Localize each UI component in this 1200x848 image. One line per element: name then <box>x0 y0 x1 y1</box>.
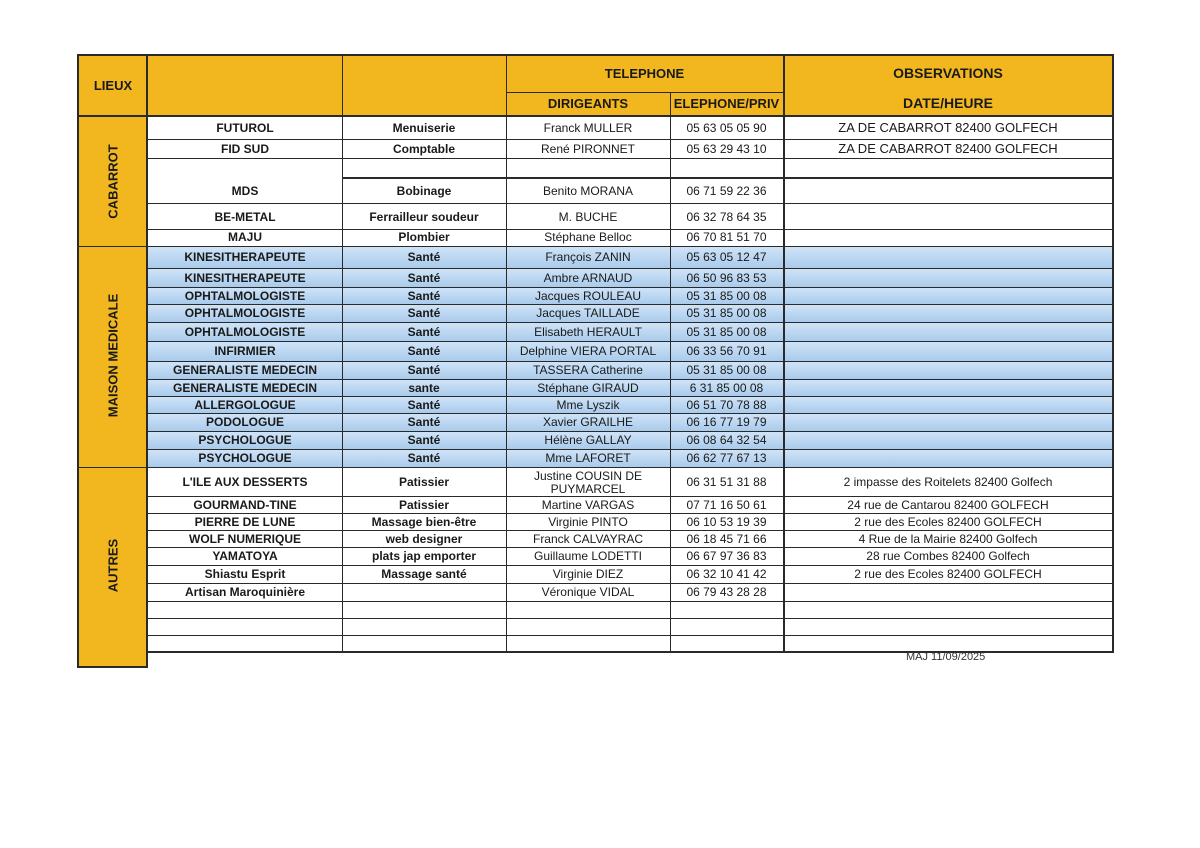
cell-activity: Menuiserie <box>392 120 456 135</box>
cell-obs <box>783 179 1113 203</box>
cell-manager: Véronique VIDAL <box>541 585 635 600</box>
cell-manager: Benito MORANA <box>542 183 634 198</box>
cell-manager: M. BUCHE <box>558 209 618 224</box>
row-separator <box>148 379 1113 380</box>
cell-phone: 05 63 05 12 47 <box>686 250 767 265</box>
cell-activity <box>342 619 506 635</box>
cell-activity: Santé <box>407 306 441 321</box>
cell-name <box>148 602 342 618</box>
cell-phone: 06 62 77 67 13 <box>686 451 767 466</box>
cell-manager: Virginie DIEZ <box>552 567 624 582</box>
cell-manager: Justine COUSIN DE PUYMARCEL <box>533 469 643 496</box>
cell-name <box>148 619 342 635</box>
cell-obs <box>783 305 1113 322</box>
cell-activity <box>342 584 506 601</box>
row-separator <box>148 601 1113 602</box>
cell-name: YAMATOYA <box>212 549 278 564</box>
row-separator <box>148 304 1113 305</box>
cell-phone: 05 31 85 00 08 <box>686 288 767 303</box>
cell-activity <box>342 636 506 652</box>
cell-obs: 28 rue Combes 82400 Golfech <box>866 549 1030 564</box>
row-separator <box>148 583 1113 584</box>
cell-phone: 05 31 85 00 08 <box>686 363 767 378</box>
row-separator <box>148 268 1113 269</box>
row-separator <box>148 158 1113 159</box>
cell-manager: Xavier GRAILHE <box>542 415 634 430</box>
row-separator <box>148 341 1113 342</box>
row-separator <box>148 618 1113 619</box>
cell-manager: Ambre ARNAUD <box>543 270 633 285</box>
cell-obs: 2 rue des Ecoles 82400 GOLFECH <box>854 567 1042 582</box>
cell-obs <box>783 584 1113 601</box>
cell-manager: Stéphane Belloc <box>544 230 632 245</box>
col-divider <box>506 54 507 652</box>
row-separator <box>148 413 1113 414</box>
cell-obs <box>783 323 1113 341</box>
col-divider <box>783 54 785 652</box>
cell-manager: Guillaume LODETTI <box>533 549 643 564</box>
cell-obs: 4 Rue de la Mairie 82400 Golfech <box>858 531 1038 546</box>
cell-activity: Massage bien-être <box>371 514 477 529</box>
update-date: MAJ 11/09/2025 <box>906 651 986 663</box>
cell-obs <box>783 205 1113 229</box>
cell-activity: Santé <box>407 344 441 359</box>
cell-manager: Delphine VIERA PORTAL <box>519 344 657 359</box>
cell-phone: 06 32 78 64 35 <box>686 209 767 224</box>
cell-phone: 06 31 51 31 88 <box>686 475 767 490</box>
cell-obs <box>783 602 1113 618</box>
cell-manager: Stéphane GIRAUD <box>537 380 639 395</box>
cell-name: OPHTALMOLOGISTE <box>184 306 306 321</box>
row-separator <box>148 431 1113 432</box>
cell-name: FID SUD <box>221 141 269 156</box>
cell-name: KINESITHERAPEUTE <box>184 270 306 285</box>
cell-phone <box>670 619 783 635</box>
section-label-autres: AUTRES <box>105 538 121 593</box>
row-separator <box>148 467 1113 468</box>
cell-manager: Jacques TAILLADE <box>536 306 640 321</box>
cell-phone: 06 32 10 41 42 <box>686 567 767 582</box>
frame-left <box>77 54 79 668</box>
cell-manager: Mme LAFORET <box>545 451 631 466</box>
cell-manager: Hélène GALLAY <box>544 433 632 448</box>
cell-phone: 05 31 85 00 08 <box>686 306 767 321</box>
header-bottom <box>78 115 1113 117</box>
section-separator <box>78 467 148 468</box>
cell-activity: Plombier <box>398 230 450 245</box>
cell-obs: 2 impasse des Roitelets 82400 Golfech <box>843 475 1053 490</box>
cell-phone: 07 71 16 50 61 <box>686 497 767 512</box>
col-divider <box>670 92 671 652</box>
cell-obs <box>783 636 1113 652</box>
cell-activity: Santé <box>407 288 441 303</box>
cell-activity: Comptable <box>392 141 455 156</box>
header-observations: OBSERVATIONS <box>893 65 1003 81</box>
cell-obs: 2 rue des Ecoles 82400 GOLFECH <box>854 514 1042 529</box>
cell-phone: 05 63 05 05 90 <box>686 120 767 135</box>
cell-name: PSYCHOLOGUE <box>198 451 292 466</box>
header-dirigeants: DIRIGEANTS <box>547 96 629 111</box>
cell-activity: sante <box>408 380 440 395</box>
cell-name: WOLF NUMERIQUE <box>189 531 301 546</box>
cell-activity: Santé <box>407 415 441 430</box>
cell-obs <box>783 397 1113 413</box>
cell-name: L'ILE AUX DESSERTS <box>182 475 308 490</box>
cell-manager: François ZANIN <box>545 250 631 265</box>
cell-obs: 24 rue de Cantarou 82400 GOLFECH <box>847 497 1049 512</box>
cell-activity: Bobinage <box>396 183 452 198</box>
row-separator <box>148 287 1113 288</box>
cell-obs <box>783 380 1113 396</box>
cell-name: OPHTALMOLOGISTE <box>184 324 306 339</box>
cell-obs <box>783 229 1113 246</box>
cell-activity: Ferrailleur soudeur <box>369 209 479 224</box>
frame-bottom-left <box>77 666 147 668</box>
cell-phone: 06 67 97 36 83 <box>686 549 767 564</box>
cell-phone: 06 16 77 19 79 <box>686 415 767 430</box>
cell-name: PSYCHOLOGUE <box>198 433 292 448</box>
cell-obs <box>783 362 1113 379</box>
cell-name: Shiastu Esprit <box>204 567 286 582</box>
cell-manager: Franck CALVAYRAC <box>532 531 644 546</box>
cell-obs <box>783 619 1113 635</box>
row-separator <box>148 361 1113 362</box>
cell-phone: 06 71 59 22 36 <box>686 183 767 198</box>
cell-name: PODOLOGUE <box>205 415 284 430</box>
cell-name: INFIRMIER <box>214 344 276 359</box>
header-date-heure: DATE/HEURE <box>903 95 993 111</box>
cell-obs <box>783 450 1113 467</box>
cell-name: BE-METAL <box>214 209 276 224</box>
row-separator <box>342 177 1113 179</box>
cell-activity: Santé <box>407 270 441 285</box>
row-separator <box>148 139 1113 140</box>
col-divider <box>342 54 343 652</box>
cell-activity: Santé <box>407 363 441 378</box>
cell-phone: 05 63 29 43 10 <box>686 141 767 156</box>
cell-name: MDS <box>231 183 259 198</box>
cell-manager: Mme Lyszik <box>556 397 620 412</box>
cell-name: GENERALISTE MEDECIN <box>172 363 317 378</box>
row-separator <box>148 449 1113 450</box>
cell-activity: Massage santé <box>381 567 467 582</box>
cell-activity: Patissier <box>398 475 450 490</box>
cell-name: GENERALISTE MEDECIN <box>172 380 317 395</box>
cell-manager: René PIRONNET <box>540 141 636 156</box>
cell-activity: Santé <box>407 433 441 448</box>
cell-manager <box>506 602 670 618</box>
cell-name: PIERRE DE LUNE <box>194 514 296 529</box>
cell-name: OPHTALMOLOGISTE <box>184 288 306 303</box>
section-label-cabarrot: CABARROT <box>105 144 121 219</box>
cell-obs: ZA DE CABARROT 82400 GOLFECH <box>838 141 1058 157</box>
section-label-maison-medicale: MAISON MEDICALE <box>105 293 121 418</box>
cell-manager: Martine VARGAS <box>541 497 635 512</box>
cell-manager <box>506 636 670 652</box>
cell-activity: web designer <box>385 531 463 546</box>
cell-phone: 06 08 64 32 54 <box>686 433 767 448</box>
cell-phone: 06 70 81 51 70 <box>686 230 767 245</box>
cell-manager: Virginie PINTO <box>548 514 628 529</box>
cell-name: MAJU <box>227 230 262 245</box>
cell-phone: 06 50 96 83 53 <box>686 270 767 285</box>
header-telephone: TELEPHONE <box>604 66 685 81</box>
row-separator <box>148 246 1113 247</box>
cell-name: FUTUROL <box>216 120 274 135</box>
cell-obs <box>783 432 1113 449</box>
cell-phone: 06 18 45 71 66 <box>686 531 767 546</box>
cell-activity: Santé <box>407 324 441 339</box>
cell-manager: Franck MULLER <box>543 120 633 135</box>
cell-name: Artisan Maroquinière <box>184 585 306 600</box>
cell-activity <box>342 602 506 618</box>
cell-activity: Patissier <box>398 497 450 512</box>
row-separator <box>148 530 1113 531</box>
cell-obs <box>783 414 1113 431</box>
cell-manager: Elisabeth HERAULT <box>534 324 642 339</box>
cell-activity: Santé <box>407 397 441 412</box>
header-subline <box>506 92 783 93</box>
cell-manager: TASSERA Catherine <box>533 363 643 378</box>
cell-name: ALLERGOLOGUE <box>194 397 296 412</box>
header-telephone-priv: ELEPHONE/PRIV <box>673 97 780 110</box>
cell-phone: 6 31 85 00 08 <box>689 380 764 395</box>
header-lieux: LIEUX <box>93 78 133 93</box>
cell-obs <box>783 247 1113 268</box>
row-separator <box>148 547 1113 548</box>
cell-manager <box>506 619 670 635</box>
cell-phone: 06 10 53 19 39 <box>686 514 767 529</box>
cell-obs <box>783 269 1113 287</box>
cell-activity: Santé <box>407 250 441 265</box>
row-separator <box>148 635 1113 636</box>
row-separator <box>148 513 1113 514</box>
cell-obs <box>783 288 1113 304</box>
row-separator <box>148 322 1113 323</box>
cell-phone <box>670 602 783 618</box>
cell-name: GOURMAND-TINE <box>193 497 297 512</box>
section-separator <box>78 246 148 247</box>
frame-right <box>1112 54 1114 653</box>
cell-obs: ZA DE CABARROT 82400 GOLFECH <box>838 120 1058 136</box>
row-separator <box>148 565 1113 566</box>
cell-obs <box>783 342 1113 361</box>
cell-phone: 06 51 70 78 88 <box>686 397 767 412</box>
cell-name <box>148 636 342 652</box>
cell-phone: 06 79 43 28 28 <box>686 585 767 600</box>
row-separator <box>148 229 1113 230</box>
cell-phone: 05 31 85 00 08 <box>686 324 767 339</box>
cell-phone: 06 33 56 70 91 <box>686 344 767 359</box>
row-separator <box>148 396 1113 397</box>
cell-manager: Jacques ROULEAU <box>534 288 642 303</box>
frame-top <box>77 54 1114 56</box>
cell-activity: Santé <box>407 451 441 466</box>
row-separator <box>148 203 1113 204</box>
cell-name: KINESITHERAPEUTE <box>184 250 306 265</box>
row-separator <box>148 496 1113 497</box>
cell-phone <box>670 636 783 652</box>
cell-activity: plats jap emporter <box>371 549 477 564</box>
